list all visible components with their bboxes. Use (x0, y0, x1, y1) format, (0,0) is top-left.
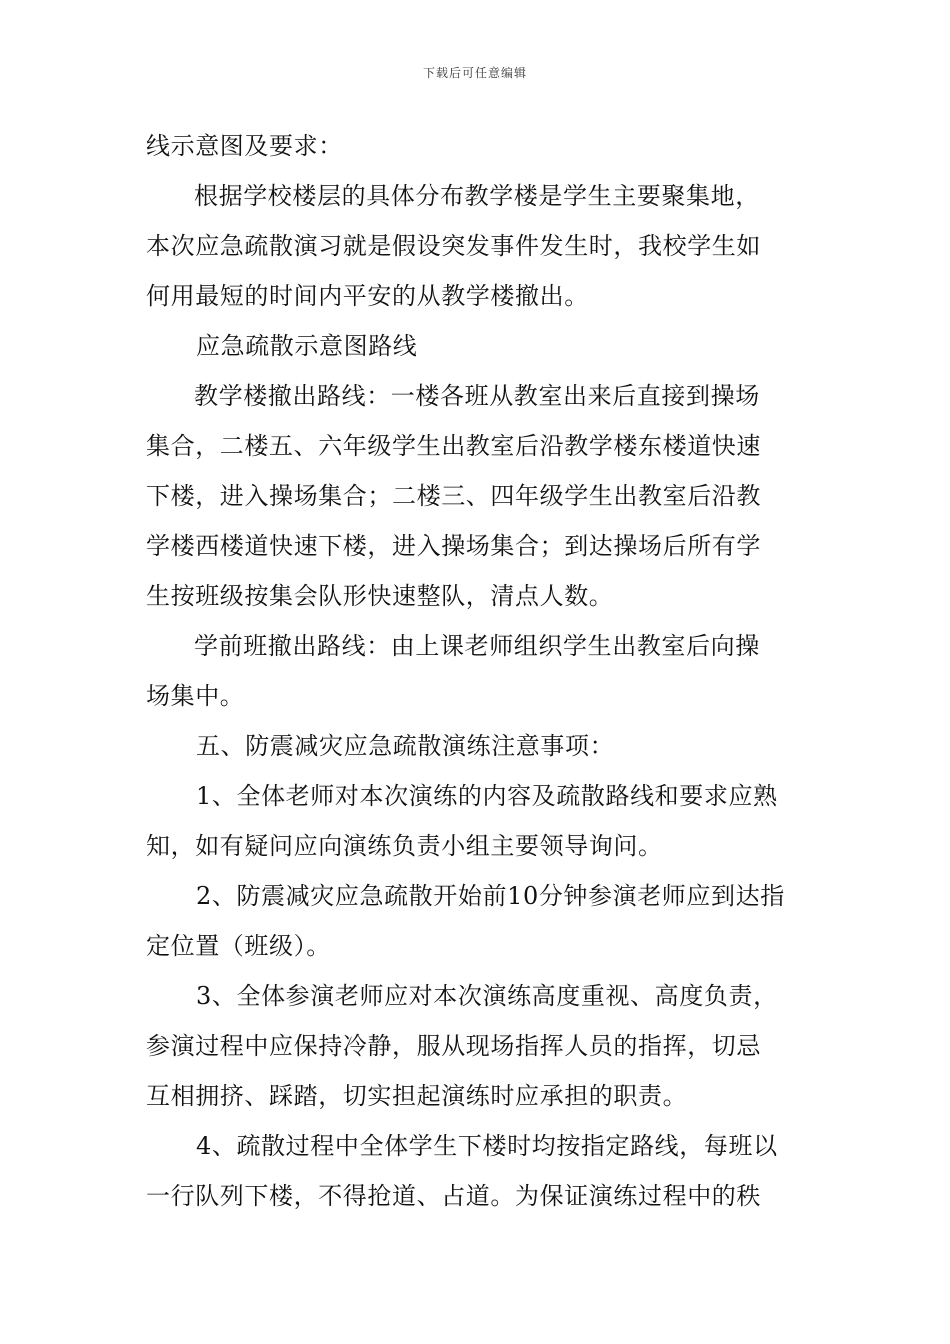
text-line: 线示意图及要求： (146, 132, 343, 160)
text-line: 生按班级按集会队形快速整队，清点人数。 (146, 582, 614, 610)
text-line: 参演过程中应保持冷静，服从现场指挥人员的指挥，切忌 (146, 1032, 761, 1060)
text-line: 一行队列下楼，不得抢道、占道。为保证演练过程中的秩 (146, 1182, 761, 1210)
text-line: 根据学校楼层的具体分布教学楼是学生主要聚集地， (194, 182, 760, 210)
text-line: 集合，二楼五、六年级学生出教室后沿教学楼东楼道快速 (146, 432, 761, 460)
document-body (146, 128, 808, 1228)
text-line: 4、疏散过程中全体学生下楼时均按指定路线，每班以 (196, 1132, 778, 1160)
text-line: 2、防震减灾应急疏散开始前10分钟参演老师应到达指 (196, 882, 785, 910)
text-line: 定位置（班级）。 (146, 932, 331, 960)
text-line: 应急疏散示意图路线 (196, 332, 418, 360)
text-line: 学楼西楼道快速下楼，进入操场集合；到达操场后所有学 (146, 532, 761, 560)
text-line: 3、全体参演老师应对本次演练高度重视、高度负责， (196, 982, 778, 1010)
text-line: 1、全体老师对本次演练的内容及疏散路线和要求应熟 (196, 782, 778, 810)
text-line: 下楼，进入操场集合；二楼三、四年级学生出教室后沿教 (146, 482, 761, 510)
page-header: 下载后可任意编辑 (422, 66, 527, 80)
text-line: 何用最短的时间内平安的从教学楼撤出。 (146, 282, 589, 310)
text-line: 知，如有疑问应向演练负责小组主要领导询问。 (146, 832, 663, 860)
text-line: 学前班撤出路线：由上课老师组织学生出教室后向操 (194, 632, 760, 660)
text-line: 本次应急疏散演习就是假设突发事件发生时，我校学生如 (146, 232, 761, 260)
text-line: 教学楼撤出路线：一楼各班从教室出来后直接到操场 (194, 382, 760, 410)
text-line: 互相拥挤、踩踏，切实担起演练时应承担的职责。 (146, 1082, 688, 1110)
text-line: 场集中。 (146, 682, 245, 710)
text-line: 五、防震减灾应急疏散演练注意事项： (196, 732, 615, 760)
